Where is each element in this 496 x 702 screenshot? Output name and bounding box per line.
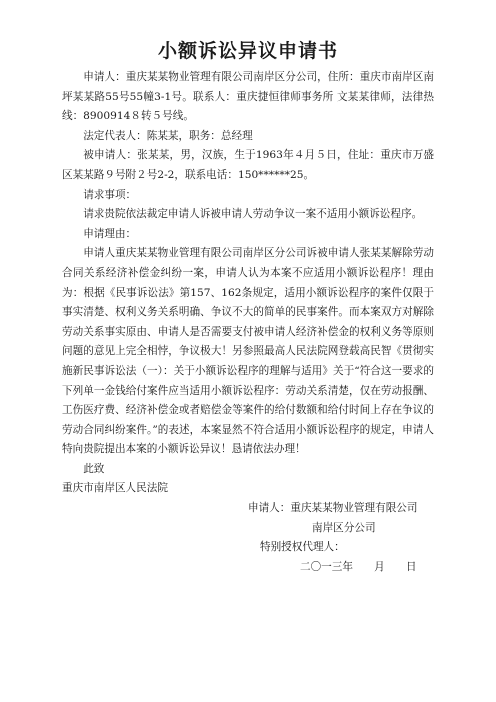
- salutation: 此致: [83, 462, 105, 475]
- court-name: 重庆市南岸区人民法院: [62, 482, 168, 495]
- document-title: 小额诉讼异议申请书: [157, 40, 338, 62]
- signature-applicant-line1: 申请人：重庆某某物业管理有限公司: [248, 502, 418, 515]
- claims-body: 请求贵院依法裁定申请人诉被申请人劳动争议一案不适用小额诉讼程序。: [83, 208, 423, 221]
- signature-applicant-line2: 南岸区分公司: [312, 521, 376, 534]
- signature-date: 二〇一三年 月 日: [300, 560, 417, 573]
- reasons-body: 申请人重庆某某物业管理有限公司南岸区分公司诉被申请人张某某解除劳动合同关系经济补偿金纠纷一案，申请人认为本案不应适用小额诉讼程序！理由为：根据《民事诉讼法》第157、162条规定，适用小额诉讼程序的案件仅限于事实清楚、权利义务关系明确、争议不大的简单的民事案件。而本案双方对解除劳动关系事实原由、申请人是否需要支付被申请人经济补偿金的权利义务等原则问题的意见上完全相悖，争议极大！另参照最高人民法院网登载高民智《贯彻实施新民事诉讼法（一）：关于小额诉讼程序的理解与适用》关于“符合这一要求的下列单一金钱给付案件应当适用小额诉讼程序：劳动关系清楚，仅在劳动报酬、工伤医疗费、经济补偿金或者赔偿金等案件的给付数额和给付时间上存在争议的劳动合同纠纷案件。”的表述，本案显然不符合适用小额诉讼程序的规定，申请人特向贵院提出本案的小额诉讼异议！恳请依法办理！: [62, 247, 434, 456]
- signature-agent: 特别授权代理人：: [260, 541, 345, 554]
- claims-heading: 请求事项：: [83, 188, 137, 201]
- respondent-paragraph: 被申请人：张某某，男，汉族，生于1963年４月５日，住址：重庆市万盛区某某路９号附２号2-2，联系电话：150******25。: [62, 149, 434, 181]
- document-page: [62, 38, 434, 577]
- legal-representative-paragraph: 法定代表人：陈某某，职务：总经理: [83, 129, 253, 142]
- reasons-heading: 申请理由：: [83, 227, 137, 240]
- applicant-paragraph: 申请人：重庆某某物业管理有限公司南岸区分公司，住所：重庆市南岸区南坪某某路55号55幢3-1号。联系人：重庆捷恒律师事务所 文某某律师，法律热线：8900914８转５号线。: [62, 71, 434, 123]
